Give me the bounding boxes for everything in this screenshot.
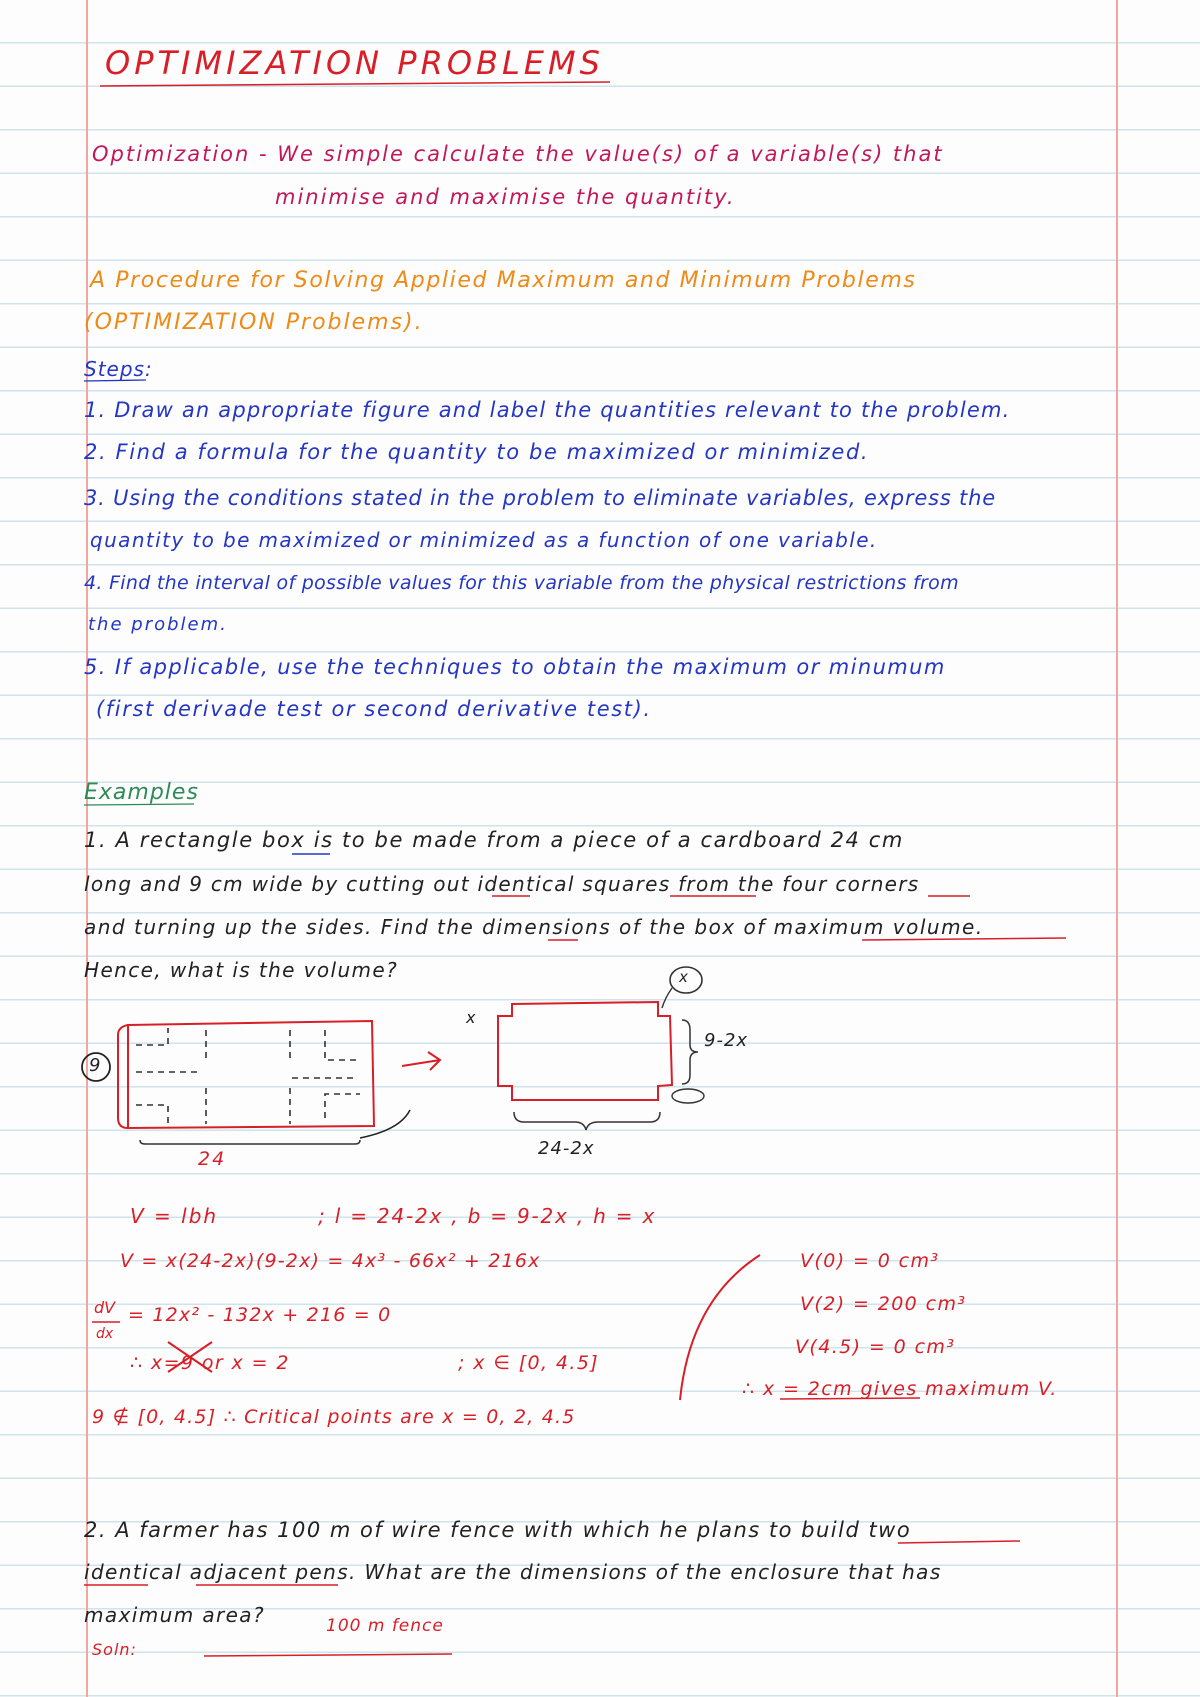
underline-volume	[862, 938, 1066, 940]
bottom-label: 24-2x	[538, 1138, 595, 1159]
question-1-line-4: Hence, what is the volume?	[84, 958, 399, 982]
underline-soln	[204, 1654, 452, 1656]
volume-at-4.5: V(4.5) = 0 cm³	[795, 1336, 956, 1358]
question-2-line-2: identical adjacent pens. What are the dimensions of the enclosure that has	[84, 1560, 942, 1584]
domain-interval: ; x ∈ [0, 4.5]	[458, 1352, 600, 1374]
step-4-line-2: the problem.	[88, 614, 228, 635]
steps-heading: Steps:	[84, 357, 153, 381]
solution-conclusion: ∴ x = 2cm gives maximum V.	[742, 1378, 1058, 1400]
derivative-equation: = 12x² - 132x + 216 = 0	[128, 1304, 392, 1326]
cardboard-sheet-outline	[128, 1021, 374, 1128]
fence-note: 100 m fence	[326, 1616, 444, 1636]
volume-at-0: V(0) = 0 cm³	[800, 1250, 940, 1272]
question-2-line-3: maximum area?	[84, 1603, 265, 1627]
page-title: OPTIMIZATION PROBLEMS	[105, 44, 604, 82]
procedure-heading-line-1: A Procedure for Solving Applied Maximum and Minimum Problems	[90, 268, 917, 293]
critical-points: 9 ∉ [0, 4.5] ∴ Critical points are x = 0, 2, 4.5	[92, 1406, 576, 1428]
side-label: 9-2x	[704, 1030, 749, 1051]
width-label: 24	[198, 1148, 227, 1170]
definition-line-2: minimise and maximise the quantity.	[275, 185, 736, 209]
derivative-denominator: dx	[96, 1326, 114, 1342]
question-2-line-1: 2. A farmer has 100 m of wire fence with which he plans to build two	[84, 1518, 912, 1542]
critical-candidates: ∴ x=9 or x = 2	[130, 1352, 290, 1374]
arrow	[402, 1052, 440, 1070]
fold-lines	[136, 1028, 360, 1124]
step-5-line-2: (first derivade test or second derivative test).	[96, 697, 652, 721]
definition-line-1: Optimization - We simple calculate the value(s) of a variable(s) that	[92, 142, 944, 166]
height-label: 9	[89, 1055, 101, 1076]
question-1-line-2: long and 9 cm wide by cutting out identical squares from the four corners	[84, 872, 920, 896]
solution-volume-formula: V = lbh	[130, 1204, 219, 1228]
side-brace	[682, 1020, 698, 1084]
step-3-line-2: quantity to be maximized or minimized as a function of one variable.	[90, 528, 878, 552]
corner-blob	[672, 1089, 704, 1103]
solution-volume-expanded: V = x(24-2x)(9-2x) = 4x³ - 66x² + 216x	[120, 1250, 541, 1272]
box-net-outline	[498, 1002, 672, 1100]
step-1: 1. Draw an appropriate figure and label the quantities relevant to the problem.	[84, 398, 1011, 422]
cardboard-sheet-bracket	[118, 1025, 128, 1128]
bottom-brace	[514, 1112, 660, 1130]
question-1-line-1: 1. A rectangle box is to be made from a piece of a cardboard 24 cm	[84, 828, 904, 852]
step-5-line-1: 5. If applicable, use the techniques to obtain the maximum or minumum	[84, 655, 946, 679]
corner-label-top: x	[679, 968, 688, 986]
pen-stroke	[360, 1110, 410, 1138]
width-bracket	[140, 1140, 360, 1144]
underline-title	[100, 82, 610, 86]
corner-pointer	[662, 988, 672, 1008]
corner-label-left: x	[466, 1008, 476, 1027]
underline-examples	[84, 804, 194, 805]
step-4-line-1: 4. Find the interval of possible values for this variable from the physical restrictions from	[84, 572, 959, 594]
underline-build-two	[898, 1541, 1020, 1543]
derivative-numerator: dV	[94, 1298, 116, 1317]
solution-label: Soln:	[92, 1640, 137, 1659]
volume-at-2: V(2) = 200 cm³	[800, 1293, 967, 1315]
underline-steps	[84, 380, 146, 381]
step-3-line-1: 3. Using the conditions stated in the problem to eliminate variables, express the	[84, 486, 996, 510]
procedure-heading-line-2: (OPTIMIZATION Problems).	[84, 310, 424, 335]
solution-substitutions: ; l = 24-2x , b = 9-2x , h = x	[318, 1204, 657, 1228]
question-1-line-3: and turning up the sides. Find the dimensions of the box of maximum volume.	[84, 915, 984, 939]
examples-heading: Examples	[84, 780, 199, 805]
step-2: 2. Find a formula for the quantity to be maximized or minimized.	[84, 440, 870, 464]
